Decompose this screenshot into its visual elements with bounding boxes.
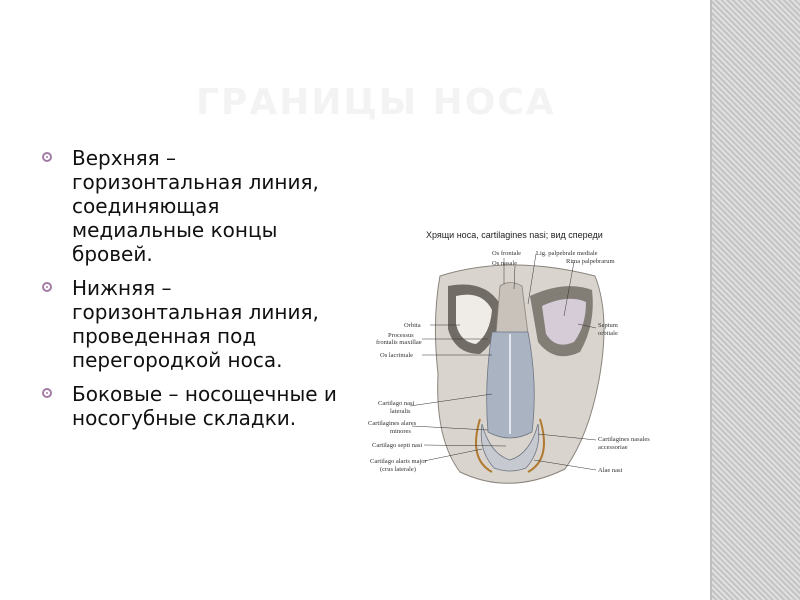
label-cartilago-septi: Cartilago septi nasi — [372, 442, 423, 449]
bullet-text: Верхняя – горизонтальная линия, соединяющая медиальные концы бровей. — [72, 146, 319, 266]
label-rima-palpebrarum: Rima palpebrarum — [566, 258, 615, 265]
label-processus-frontalis: Processus — [388, 332, 414, 339]
label-cartilago-nasi-lateralis-2: lateralis — [390, 408, 411, 415]
bullet-list — [40, 146, 340, 440]
label-septum-orbitale: Septum — [598, 322, 618, 329]
bullet-text: Нижняя – горизонтальная линия, проведенная под перегородкой носа. — [72, 276, 319, 372]
label-lig-palpebrale: Lig. palpebrale mediale — [536, 250, 598, 257]
label-cartilagines-alares: Cartilagines alares — [368, 420, 417, 427]
label-cartilago-nasi-lateralis: Cartilago nasi — [378, 400, 415, 407]
label-alae-nasi: Alae nasi — [598, 467, 623, 474]
label-processus-frontalis-2: frontalis maxillae — [376, 339, 422, 346]
label-septum-orbitale-2: orbitale — [598, 330, 618, 337]
slide-title: ГРАНИЦЫ НОСА — [196, 82, 556, 123]
figure-caption: Хрящи носа, cartilagines nasi; вид спереди — [426, 230, 603, 240]
label-cartilagines-alares-2: minores — [390, 428, 411, 435]
bullet-item — [40, 146, 340, 266]
bullet-icon — [42, 152, 52, 162]
decorative-side-panel — [710, 0, 800, 600]
bullet-icon — [42, 388, 52, 398]
label-os-nasale: Os nasale — [492, 260, 518, 267]
bullet-text: Боковые – носощечные и носогубные складки. — [72, 382, 337, 430]
label-cartilagines-accessoriae-2: accessoriae — [598, 444, 628, 451]
bullet-item — [40, 382, 340, 430]
label-cartilago-alaris: Cartilago alaris major — [370, 458, 427, 465]
label-cartilagines-accessoriae: Cartilagines nasales — [598, 436, 650, 443]
label-os-lacrimale: Os lacrimale — [380, 352, 414, 359]
label-os-frontale: Os frontale — [492, 250, 522, 257]
label-orbita: Orbita — [404, 322, 421, 329]
label-cartilago-alaris-2: (crus laterale) — [380, 466, 416, 473]
bullet-icon — [42, 282, 52, 292]
nose-cartilage-figure — [360, 224, 660, 494]
bullet-item — [40, 276, 340, 372]
